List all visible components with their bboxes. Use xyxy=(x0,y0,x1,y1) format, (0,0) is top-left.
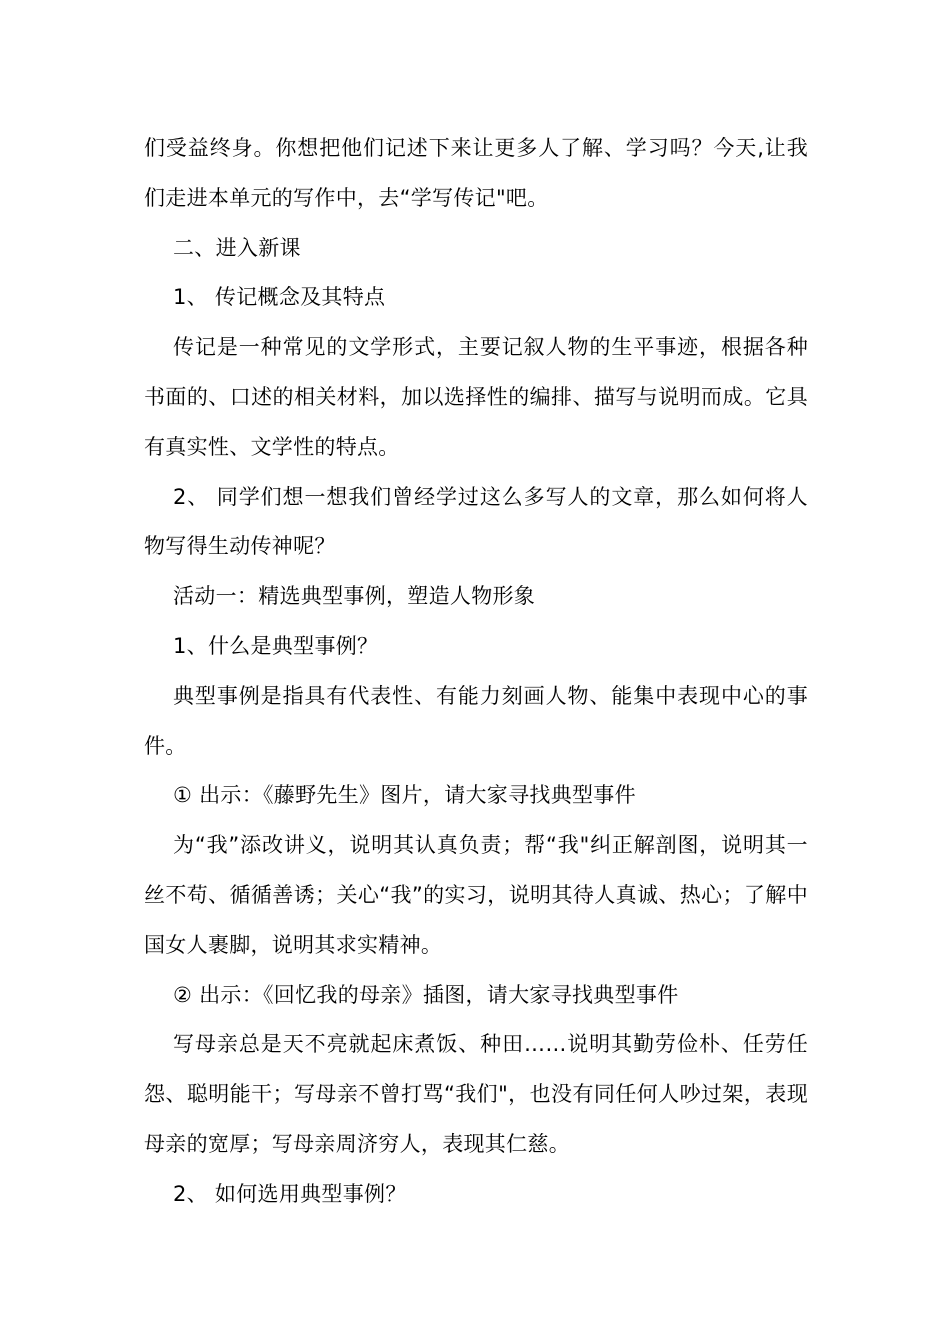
paragraph-typical-example-definition: 典型事例是指具有代表性、有能力刻画人物、能集中表现中心的事件。 xyxy=(144,683,808,758)
paragraph-fujino-events: 为“我”添改讲义，说明其认真负责；帮“我"纠正解剖图，说明其一丝不苟、循循善诱；关心“我”的实习，说明其待人真诚、热心；了解中国女人裹脚，说明其求实精神。 xyxy=(144,833,808,957)
paragraph-intro-continued: 们受益终身。你想把他们记述下来让更多人了解、学习吗？今天,让我们走进本单元的写作中，去“学写传记"吧。 xyxy=(144,136,808,210)
heading-how-to-select: 2、 如何选用典型事例？ xyxy=(173,1181,407,1206)
heading-new-lesson: 二、进入新课 xyxy=(173,235,301,260)
paragraph-mother-events: 写母亲总是天不亮就起床煮饭、种田……说明其勤劳俭朴、任劳任怨、聪明能干；写母亲不曾打骂“我们"，也没有同任何人吵过架，表现母亲的宽厚；写母亲周济穷人，表现其仁慈。 xyxy=(144,1032,808,1156)
item-show-mother: ② 出示：《回忆我的母亲》插图，请大家寻找典型事件 xyxy=(173,982,679,1007)
paragraph-biography-definition: 传记是一种常见的文学形式，主要记叙人物的生平事迹，根据各种书面的、口述的相关材料，加以选择性的编排、描写与说明而成。它具有真实性、文学性的特点。 xyxy=(144,335,808,459)
document-body xyxy=(144,124,808,1220)
heading-what-is-typical-example: 1、什么是典型事例？ xyxy=(173,633,379,658)
item-show-fujino: ① 出示：《藤野先生》图片，请大家寻找典型事件 xyxy=(173,783,636,808)
heading-activity-one: 活动一：精选典型事例，塑造人物形象 xyxy=(173,584,536,609)
paragraph-question-vivid-writing: 2、 同学们想一想我们曾经学过这么多写人的文章，那么如何将人物写得生动传神呢？ xyxy=(144,484,808,559)
heading-biography-concept: 1、 传记概念及其特点 xyxy=(173,285,386,310)
